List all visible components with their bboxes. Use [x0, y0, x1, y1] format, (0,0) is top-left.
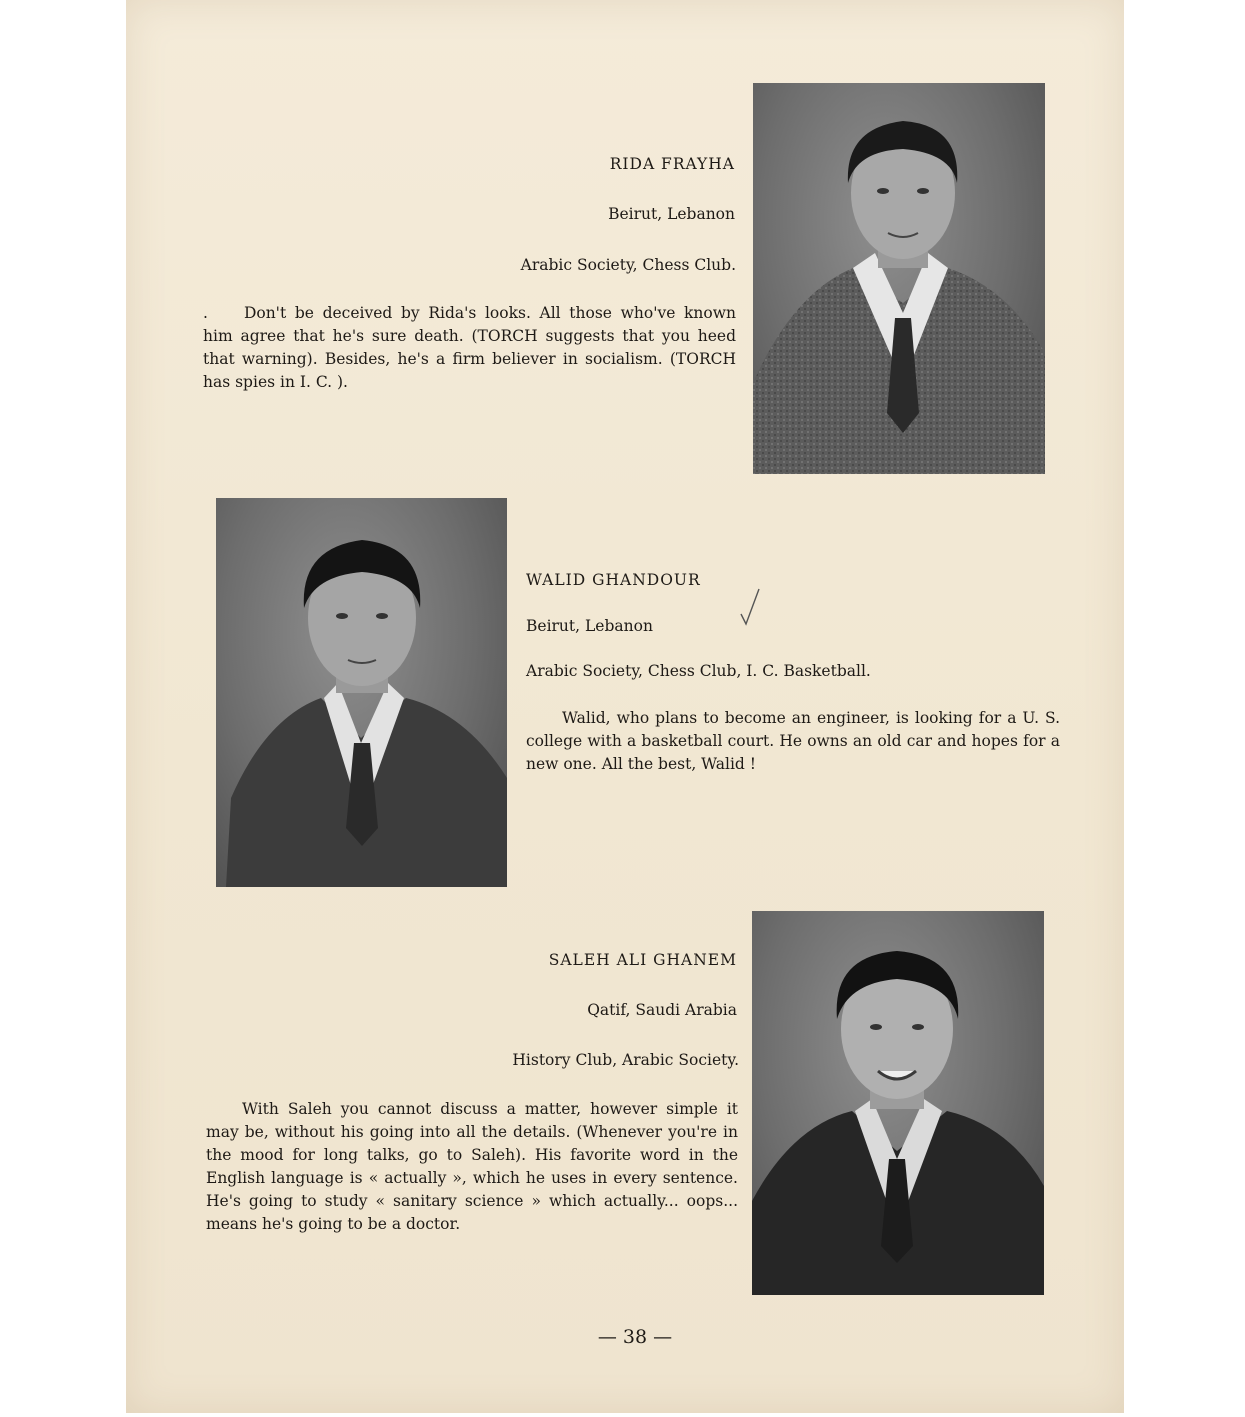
portrait-photo-saleh-ali-ghanem: [752, 911, 1044, 1295]
bio-text: Walid, who plans to become an engineer, is looking for a U. S. college with a basketball court. He owns an old car and hopes for a new one. All the best, Walid !: [526, 709, 1060, 773]
portrait-photo-rida-frayha: [753, 83, 1045, 474]
checkmark-icon: [737, 586, 763, 628]
bio-text: With Saleh you cannot discuss a matter, however simple it may be, without his going into all the details. (Whenever you're in the mood for long talks, go to Saleh). His favorite word in the English language is « actually », which he uses in every sentence. He's going to study « sanitary science » which actually... oops... means he's going to be a doctor.: [206, 1100, 738, 1233]
bio-lead-mark: .: [203, 304, 208, 322]
student-hometown: Qatif, Saudi Arabia: [587, 1001, 737, 1019]
student-name: SALEH ALI GHANEM: [548, 951, 737, 969]
bio-text: Don't be deceived by Rida's looks. All those who've known him agree that he's sure death. (TORCH suggests that you heed that warning). Besides, he's a firm believer in socialism. (TORCH has spies in I. C. ).: [203, 304, 736, 391]
scan-margin: [1124, 0, 1245, 1413]
student-activities: History Club, Arabic Society.: [512, 1051, 739, 1069]
portrait-photo-icon: [753, 83, 1045, 474]
student-activities: Arabic Society, Chess Club.: [520, 256, 736, 274]
student-bio: [206, 1098, 738, 1236]
student-hometown: Beirut, Lebanon: [526, 617, 653, 635]
portrait-photo-icon: [216, 498, 507, 887]
portrait-photo-walid-ghandour: [216, 498, 507, 887]
student-hometown: Beirut, Lebanon: [608, 205, 735, 223]
student-bio: [526, 707, 1060, 776]
student-bio: [203, 302, 736, 394]
student-activities: Arabic Society, Chess Club, I. C. Basketball.: [526, 662, 871, 680]
portrait-photo-icon: [752, 911, 1044, 1295]
page-number: — 38 —: [597, 1326, 673, 1348]
student-name: RIDA FRAYHA: [609, 155, 735, 173]
scan-margin-bottom: [0, 1413, 1245, 1417]
student-name: WALID GHANDOUR: [526, 571, 701, 589]
